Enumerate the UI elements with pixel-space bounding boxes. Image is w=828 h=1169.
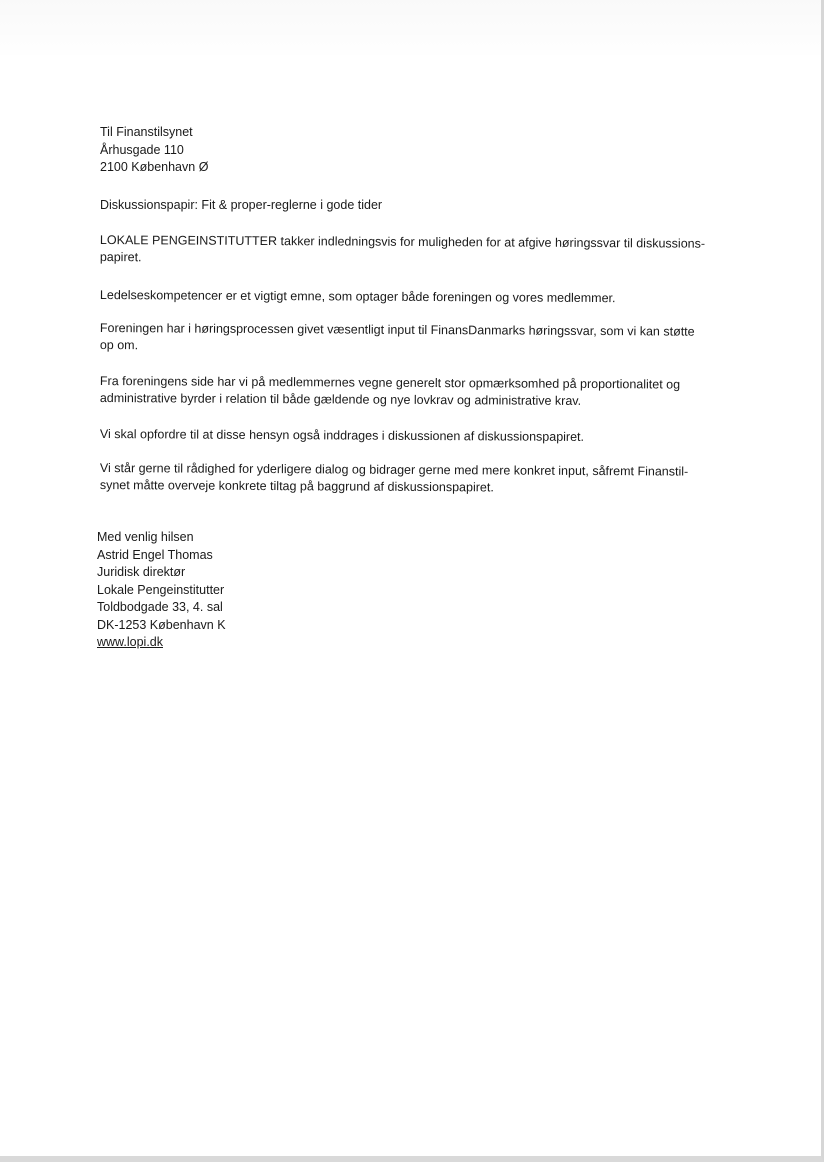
paragraph-line: Foreningen har i høringsprocessen givet væsentligt input til FinansDanmarks høringssvar, som vi kan støtte	[99, 320, 695, 339]
signature-name: Astrid Engel Thomas	[97, 547, 213, 562]
signature-block	[97, 529, 226, 652]
paragraph-5	[100, 426, 584, 445]
paragraph-line: Vi står gerne til rådighed for yderligere dialog og bidrager gerne med mere konkret input, såfremt Finanstil-	[99, 460, 689, 479]
signature-greeting: Med venlig hilsen	[97, 530, 194, 544]
paragraph-4	[100, 373, 680, 410]
recipient-name: Til Finanstilsynet	[100, 125, 193, 139]
website-link[interactable]: www.lopi.dk	[97, 635, 163, 649]
recipient-street: Århusgade 110	[100, 142, 184, 157]
paragraph-line: Fra foreningens side har vi på medlemmernes vegne generelt stor opmærksomhed på proportionalitet og	[99, 373, 681, 392]
paragraph-line: papiret.	[99, 249, 142, 264]
signature-organization: Lokale Pengeinstitutter	[97, 582, 225, 597]
scan-shading	[0, 0, 821, 60]
subject-line	[100, 197, 382, 215]
recipient-city: 2100 København Ø	[100, 160, 209, 174]
signature-address: Toldbodgade 33, 4. sal	[97, 600, 223, 614]
paragraph-line: synet måtte overveje konkrete tiltag på baggrund af diskussionspapiret.	[99, 477, 494, 494]
signature-title: Juridisk direktør	[97, 565, 186, 579]
recipient-address	[100, 124, 208, 177]
paragraph-line: LOKALE PENGEINSTITUTTER takker indledningsvis for muligheden for at afgive høringssvar til diskussions-	[99, 232, 706, 251]
paragraph-1	[100, 232, 705, 269]
paragraph-line: Vi skal opfordre til at disse hensyn også inddrages i diskussionen af diskussionspapiret.	[99, 426, 585, 444]
paragraph-line: op om.	[99, 337, 139, 352]
signature-city: DK-1253 København K	[97, 617, 226, 632]
paragraph-3	[100, 320, 695, 357]
paragraph-2	[100, 287, 616, 307]
paragraph-line: administrative byrder i relation til både gældende og nye lovkrav og administrative krav.	[99, 390, 582, 408]
subject-text: Diskussionspapir: Fit & proper-reglerne i gode tider	[100, 198, 383, 212]
paragraph-line: Ledelseskompetencer er et vigtigt emne, som optager både foreningen og vores medlemmer.	[99, 287, 616, 306]
paragraph-6	[100, 460, 688, 497]
